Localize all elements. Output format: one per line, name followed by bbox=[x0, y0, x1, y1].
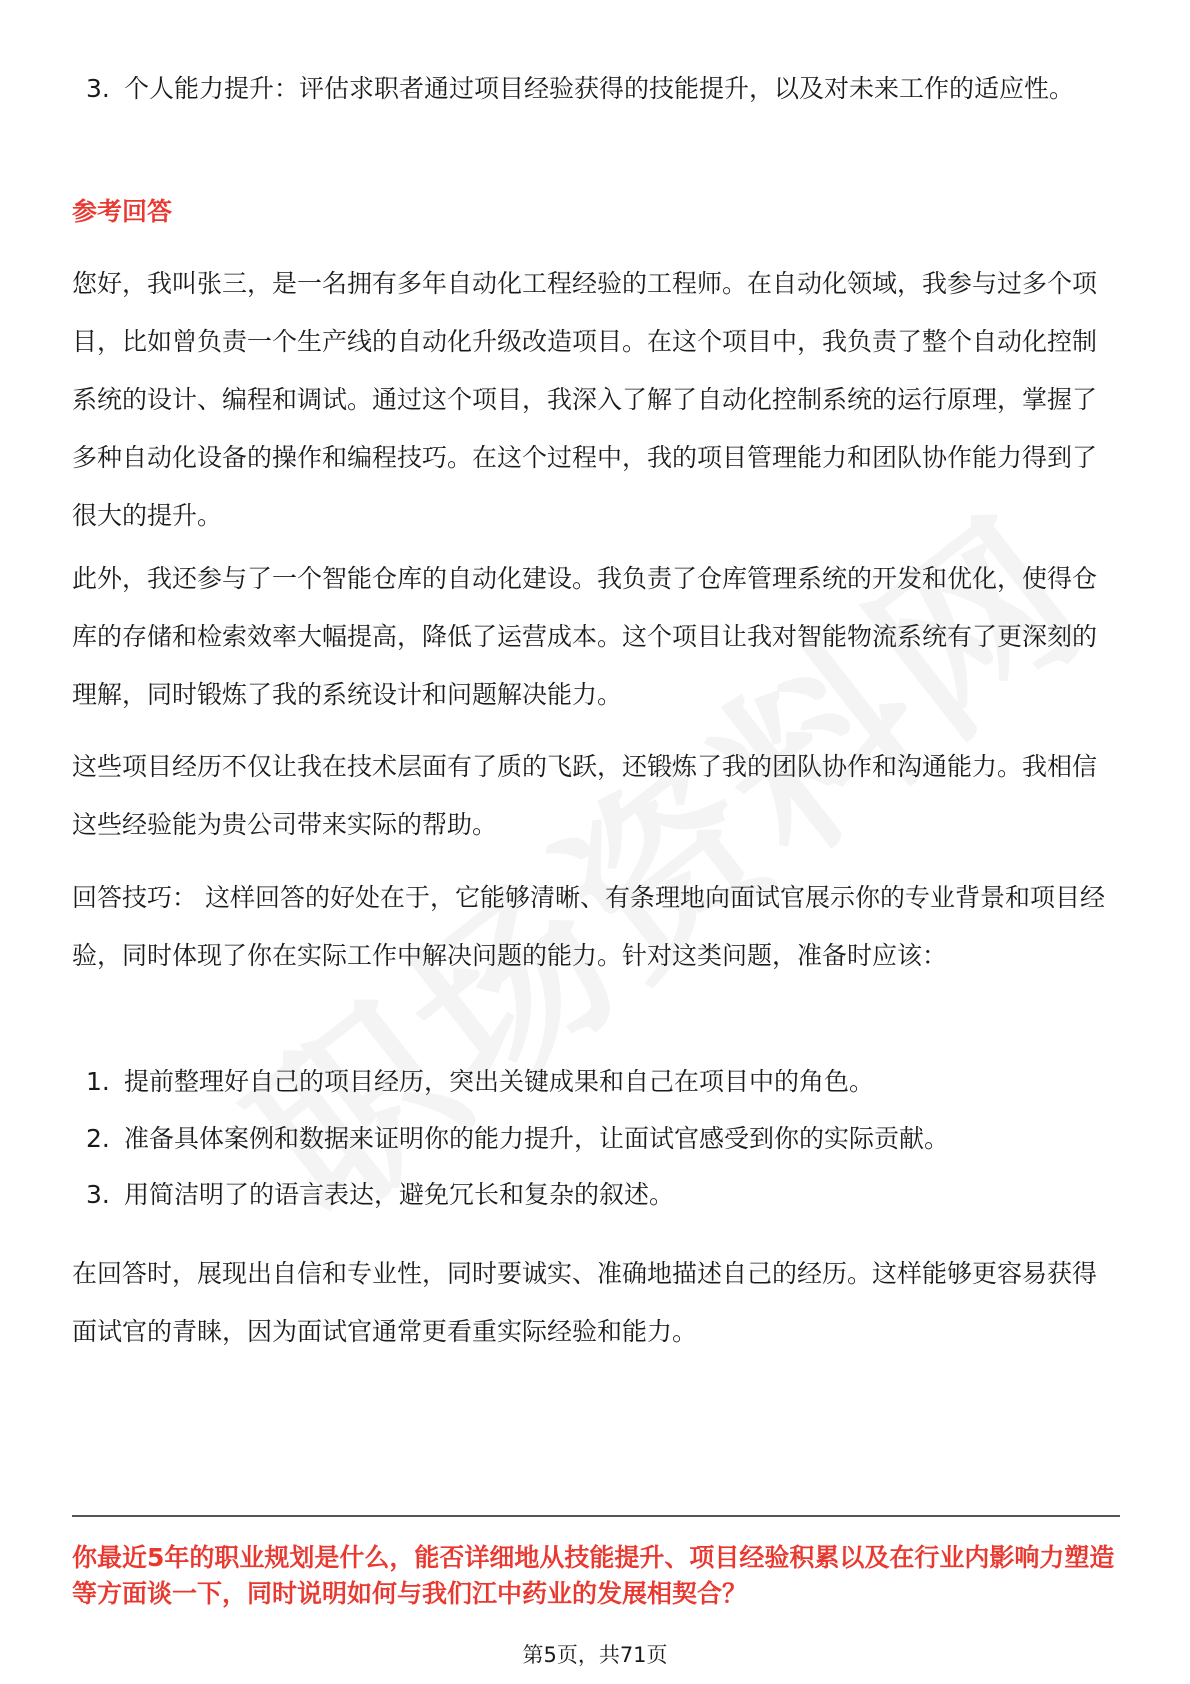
list-number: 3. bbox=[86, 1180, 110, 1209]
answer-paragraph-2: 此外，我还参与了一个智能仓库的自动化建设。我负责了仓库管理系统的开发和优化，使得仓库的存储和检索效率大幅提高，降低了运营成本。这个项目让我对智能物流系统有了更深刻的理解，同时锻炼了我的系统设计和问题解决能力。 bbox=[72, 564, 1098, 709]
list-text: 准备具体案例和数据来证明你的能力提升，让面试官感受到你的实际贡献。 bbox=[124, 1124, 950, 1153]
reference-answer-title: 参考回答 bbox=[72, 197, 173, 226]
answer-tips-paragraph: 回答技巧： 这样回答的好处在于，它能够清晰、有条理地向面试官展示你的专业背景和项目经验，同时体现了你在实际工作中解决问题的能力。针对这类问题，准备时应该： bbox=[72, 883, 1105, 970]
list-number: 3. bbox=[86, 74, 110, 103]
list-item bbox=[86, 60, 1120, 118]
answer-paragraph-1: 您好，我叫张三，是一名拥有多年自动化工程经验的工程师。在自动化领域，我参与过多个项目，比如曾负责一个生产线的自动化升级改造项目。在这个项目中，我负责了整个自动化控制系统的设计、编程和调试。通过这个项目，我深入了解了自动化控制系统的运行原理，掌握了多种自动化设备的操作和编程技巧。在这个过程中，我的项目管理能力和团队协作能力得到了很大的提升。 bbox=[72, 269, 1098, 530]
next-question: 你最近5年的职业规划是什么，能否详细地从技能提升、项目经验积累以及在行业内影响力塑造等方面谈一下，同时说明如何与我们江中药业的发展相契合？ bbox=[72, 1543, 1115, 1608]
list-number: 2. bbox=[86, 1124, 110, 1153]
list-item bbox=[86, 1110, 1120, 1168]
list-number: 1. bbox=[86, 1067, 110, 1096]
closing-paragraph: 在回答时，展现出自信和专业性，同时要诚实、准确地描述自己的经历。这样能够更容易获得面试官的青睐，因为面试官通常更看重实际经验和能力。 bbox=[72, 1259, 1098, 1346]
section-divider bbox=[72, 1515, 1120, 1517]
list-text: 提前整理好自己的项目经历，突出关键成果和自己在项目中的角色。 bbox=[124, 1067, 875, 1096]
list-item bbox=[86, 1053, 1120, 1111]
list-text: 个人能力提升：评估求职者通过项目经验获得的技能提升，以及对未来工作的适应性。 bbox=[124, 74, 1075, 103]
list-text: 用简洁明了的语言表达，避免冗长和复杂的叙述。 bbox=[124, 1180, 675, 1209]
list-item bbox=[86, 1166, 1120, 1224]
answer-paragraph-3: 这些项目经历不仅让我在技术层面有了质的飞跃，还锻炼了我的团队协作和沟通能力。我相信这些经验能为贵公司带来实际的帮助。 bbox=[72, 752, 1098, 839]
page-footer: 第5页，共71页 bbox=[522, 1643, 668, 1667]
